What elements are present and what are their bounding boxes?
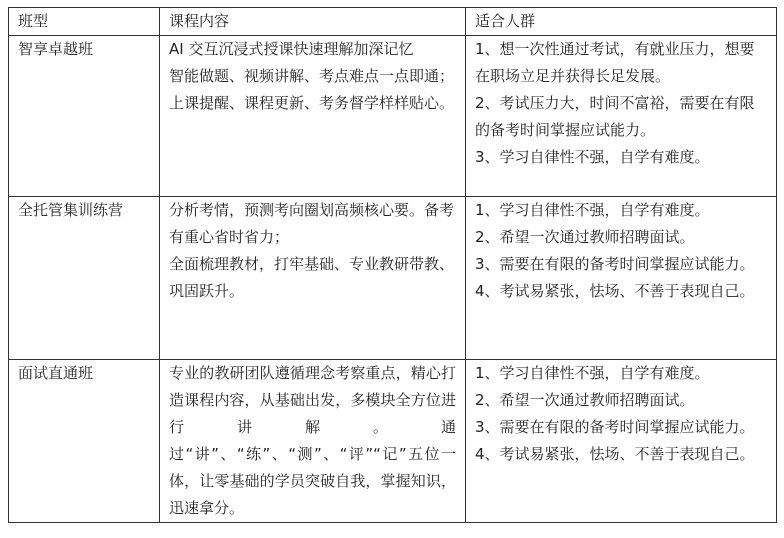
audience-item: 1、学习自律性不强，自学有难度。 [475, 364, 710, 382]
class-type-cell: 全托管集训练营 [9, 197, 160, 360]
class-type-cell: 面试直通班 [9, 360, 160, 523]
course-content-cell [160, 360, 466, 523]
audience-item: 3、需要在有限的备考时间掌握应试能力。 [475, 418, 755, 436]
header-class-type: 班型 [9, 8, 160, 36]
content-line: 全面梳理教材，打牢基础、专业教研带教、巩固跃升。 [169, 255, 455, 300]
content-line: 专业的教研团队遵循理念考察重点，精心打造课程内容，从基础出发，多模块全方位进行讲解。通过“讲”、“练”、“测”、“评”“记”五位一体，让零基础的学员突破自我，掌握知识，迅速拿分。 [169, 364, 456, 517]
table-header-row [9, 8, 777, 36]
class-type-cell: 智享卓越班 [9, 36, 160, 197]
audience-item: 3、需要在有限的备考时间掌握应试能力。 [475, 255, 755, 273]
table-row [9, 36, 777, 197]
table-row [9, 197, 777, 360]
target-audience-cell [466, 197, 777, 360]
audience-item: 2、考试压力大，时间不富裕，需要在有限的备考时间掌握应试能力。 [475, 94, 755, 139]
target-audience-cell [466, 36, 777, 197]
content-line: 分析考情，预测考向圈划高频核心要。备考有重心省时省力； [169, 201, 455, 246]
course-comparison-table [8, 7, 777, 523]
audience-item: 1、想一次性通过考试，有就业压力，想要在职场立足并获得长足发展。 [475, 40, 755, 85]
content-line: 上课提醒、课程更新、考务督学样样贴心。 [169, 94, 455, 112]
audience-item: 1、学习自律性不强，自学有难度。 [475, 201, 710, 219]
audience-item: 4、考试易紧张，怯场、不善于表现自己。 [475, 282, 755, 300]
audience-item: 2、希望一次通过教师招聘面试。 [475, 391, 695, 409]
course-content-cell [160, 36, 466, 197]
audience-item: 3、学习自律性不强，自学有难度。 [475, 148, 710, 166]
content-line: AI 交互沉浸式授课快速理解加深记忆 [169, 40, 414, 58]
header-course-content: 课程内容 [160, 8, 466, 36]
table-row [9, 360, 777, 523]
audience-item: 2、希望一次通过教师招聘面试。 [475, 228, 695, 246]
audience-item: 4、考试易紧张，怯场、不善于表现自己。 [475, 445, 755, 463]
content-line: 智能做题、视频讲解、考点难点一点即通； [169, 67, 455, 85]
target-audience-cell [466, 360, 777, 523]
course-content-cell [160, 197, 466, 360]
header-target-audience: 适合人群 [466, 8, 777, 36]
